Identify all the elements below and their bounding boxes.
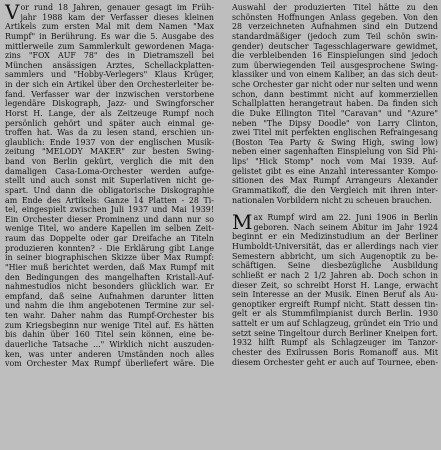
text-line-content: gender) deutscher Tagesschlagerware gewidmet, (232, 41, 438, 51)
text-line-content: schließt er nach 2 1/2 Jahren ab. Doch schon in (232, 270, 438, 280)
text-line (5, 99, 214, 109)
text-line (232, 42, 438, 52)
text-line-content: Horst H. Lange, der als Zeitzeuge Rumpf noch (5, 108, 214, 118)
text-line (232, 242, 438, 252)
text-line-content: ten wahr. Daher nahm das Rumpf-Orchester bis (5, 311, 214, 320)
text-line-content: troffen hat. Was da zu lesen stand, erschien un- (5, 128, 214, 138)
text-line-content: lips' "Hick Stomp" noch vom Mai 1939. Auf- (232, 157, 438, 166)
text-line-content: band von Berlin gekürt, verglich die mit den (5, 157, 214, 166)
paragraph-gap (232, 205, 438, 213)
text-line (5, 176, 214, 186)
text-line (5, 119, 214, 129)
text-line-content: Semestern abbricht, um sich Augenoptik zu be- (232, 251, 438, 261)
text-line-content: (Boston Tea Party & Swing High, swing low) (232, 137, 438, 147)
text-line-content: zum Kriegsbeginn nur wenige Titel auf. Es hätten (5, 320, 214, 330)
text-line (5, 321, 214, 331)
text-line (232, 329, 438, 339)
text-line-content: fand. Verfasser war der inzwischen verstorbene (5, 89, 214, 99)
text-line (232, 3, 438, 13)
text-line (5, 350, 214, 360)
text-line (5, 80, 214, 90)
text-line-content: Rumpf" in Berührung. Es war die 5. Ausgabe des (5, 31, 214, 41)
text-line (232, 232, 438, 242)
text-line (232, 319, 438, 329)
text-line (232, 109, 438, 119)
text-line (5, 196, 214, 206)
text-line-content: Humboldt-Universität, das er allerdings nach vier (232, 242, 438, 251)
text-line (5, 70, 214, 80)
text-line-content: setzt seine Tingeltour durch Berliner Kneipen fort. (232, 328, 438, 338)
text-line-content: bis dahin über 160 Titel sein können, eine be- (5, 330, 214, 340)
text-line-content: spart. Und dann die obligatorische Diskographie (5, 185, 214, 195)
text-line-content: neben einer sagenhaften Einspielung von Sid Phi- (232, 147, 438, 157)
text-line (232, 99, 438, 109)
text-line (20, 13, 214, 23)
text-line-content: sattelt er um auf Schlagzeug, gründet ein Trio und (232, 319, 438, 328)
text-line-content: zwei Titel mit perfekten englischen Refraingesang (232, 128, 438, 138)
text-line (5, 109, 214, 119)
text-line-content: zum überwiegenden Teil ausgesprochene Swing- (232, 60, 438, 70)
text-line (232, 147, 438, 157)
text-line (232, 80, 438, 90)
text-line-content: dauerliche Tatsache ..." Wirklich nicht auszuden- (5, 339, 214, 349)
text-line (5, 90, 214, 100)
text-line-content: geboren. Nach seinem Abitur im Jahr 1924 (253, 222, 438, 232)
text-line-content: Grammatikoff, die den Vergleich mit ihren inter- (232, 185, 438, 195)
text-line-content: und nahm die ihm angebotenen Termine zur sel- (5, 301, 214, 311)
text-line-content: sitionen des Max Rumpf Arrangeurs Alexander (232, 176, 438, 186)
text-line-content: München ansässigen Arztes, Schellackplatten- (5, 60, 214, 70)
text-line (232, 51, 438, 61)
text-line-content: klassiker und von einem Kaliber, an das sich deut- (232, 70, 438, 80)
text-line (5, 51, 214, 61)
text-line-content: jahr 1988 kam der Verfasser dieses kleinen (20, 12, 214, 22)
text-line (5, 215, 214, 225)
text-line-content: Artikels zum ersten Mal mit dem Namen "Max (5, 22, 214, 32)
text-line (253, 213, 438, 223)
text-line-content: genoptiker ergreift Rumpf nicht. Statt dessen tin- (232, 299, 438, 309)
text-line-content: diesem Orchester geht er auch auf Tournee, eben- (232, 357, 438, 367)
text-line (232, 348, 438, 358)
text-line-content: 28 verzeichneten Aufnahmen sind ein Dutzend (232, 22, 438, 32)
left-column (5, 0, 214, 369)
text-line-content: ken, was unter anderen Umständen noch alles (5, 349, 214, 359)
text-line (5, 32, 214, 42)
text-line-content: zins "FOX AUF 78" des in Dietramszell bei (5, 51, 214, 61)
text-line (232, 13, 438, 23)
text-line (5, 340, 214, 350)
text-line-content: schönsten Hoffnungen Anlass gegeben. Von den (232, 12, 438, 22)
drop-cap: M (232, 210, 253, 235)
text-line-content: den Bedingungen des mangelhaften Kristall-Auf- (5, 272, 214, 282)
text-line-content: tel, eingespielt zwischen Juli 1937 und Mai 1939! (5, 205, 214, 215)
text-line (5, 292, 214, 302)
text-line (232, 61, 438, 71)
text-line-content: nationalen Vorbildern nicht zu scheuen brauchen. (232, 195, 432, 205)
text-line (5, 244, 214, 254)
text-line (232, 32, 438, 42)
text-line-content: damaligen Casa-Loma-Orchester werden aufge- (5, 166, 214, 176)
text-line (232, 300, 438, 310)
text-line (232, 138, 438, 148)
drop-cap: V (5, 0, 20, 24)
text-line (5, 128, 214, 138)
text-line (232, 196, 438, 206)
text-line (5, 224, 214, 234)
text-line-content: empfand, daß seine Aufnahmen darunter litten (5, 291, 214, 301)
text-line (232, 167, 438, 177)
text-line-content: 1932 hilft Rumpf als Schlagzeuger im Tanzor- (232, 338, 438, 348)
text-line (5, 205, 214, 215)
text-line (5, 330, 214, 340)
text-line (5, 253, 214, 263)
text-line-content: die Duke Ellington Titel "Caravan" und "Azure" (232, 108, 438, 118)
text-line-content: schäftigen. Seine diesbezügliche Ausbildung (232, 261, 438, 271)
text-line (232, 157, 438, 167)
text-line-content: legendäre Diskograph, Jazz- und Swingforscher (5, 99, 214, 109)
text-line (5, 157, 214, 167)
text-line-content: wenige Titel, wo andere Kapellen im selben Zeit- (5, 224, 214, 234)
text-line-content: am Ende des Artikels: Ganze 14 Platten - 28 Ti- (5, 195, 214, 205)
text-line-content: nahmestudios nicht besonders glücklich war. Er (5, 282, 214, 292)
text-line-content: sein Interesse an der Musik. Einen Beruf als Au- (232, 290, 438, 300)
text-line-content: in seiner biographischen Skizze über Max Rumpf: (5, 253, 214, 263)
text-line (5, 301, 214, 311)
text-line (232, 22, 438, 32)
text-line-content: persönlich gehört und später auch einmal ge- (5, 118, 214, 128)
text-line (5, 311, 214, 321)
text-line (232, 338, 438, 348)
text-line-content: Auswahl der produzierten Titel hätte zu den (232, 3, 438, 12)
text-line-content: in der sich ein Artikel über den Orchesterleiter be- (5, 80, 214, 89)
text-line-content: "Hier muß berichtet werden, daß Max Rumpf mit (5, 262, 214, 272)
right-column (232, 3, 438, 367)
text-line (232, 261, 438, 271)
text-line (232, 252, 438, 262)
text-line (232, 271, 438, 281)
text-line (5, 282, 214, 292)
text-line-content: vom Orchester Max Rumpf überliefert wäre. Die (5, 359, 214, 369)
text-line (5, 138, 214, 148)
text-line (232, 90, 438, 100)
text-line-content: zeitung "MELODY MAKER" zur besten Swing- (5, 147, 214, 157)
text-line-content: glaublich: Ende 1937 von der englischen Musik- (5, 137, 214, 147)
text-line (5, 61, 214, 71)
text-line-content: chester des Exilrussen Boris Romanoff aus. Mit (232, 347, 438, 357)
text-line-content: neben "The Dipsy Doodle" von Larry Clinton, (232, 118, 438, 128)
text-line-content: standardmäßiger (jedoch zum Teil schön swin- (232, 31, 438, 41)
text-line-content: gelistet gibt es eine Anzahl interessanter Kompo- (232, 166, 438, 176)
text-line-content: die verbleibenden 16 Einspielungen sind jedoch (232, 51, 438, 61)
text-line (5, 186, 214, 196)
text-line (20, 3, 214, 13)
text-line-content: dieser Zeit, so schreibt Horst H. Lange, erwacht (232, 280, 438, 290)
text-line (5, 22, 214, 32)
text-line-content: Schallplatten herangetraut haben. Da finden sich (232, 99, 438, 109)
text-line-content: sche Orchester gar nicht oder nur selten und wenn (232, 80, 438, 89)
text-line (232, 290, 438, 300)
text-line-content: ax Rumpf wird am 22. Juni 1906 in Berlin (253, 213, 438, 223)
text-line-content: beginnt er ein Medizinstudium an der Berliner (232, 232, 438, 242)
text-line (5, 273, 214, 283)
text-line (5, 263, 214, 273)
text-line-content: sammlers und "Hobby-Verlegers" Klaus Krüger, (5, 70, 214, 80)
text-line (5, 234, 214, 244)
text-line (232, 70, 438, 80)
text-line (232, 309, 438, 319)
text-line-content: Ein Orchester dieser Prominenz und dann nur so (5, 214, 214, 224)
text-line-content: schon, dann bestimmt nicht auf kommerziellen (232, 89, 438, 99)
text-line (253, 223, 438, 233)
text-line-content: stellt und auch sonst mit Superlativen nicht ge- (5, 176, 214, 186)
text-line-content: gelt er als Stummfilmpianist durch Berlin. 1930 (232, 309, 438, 319)
text-line (5, 147, 214, 157)
text-line (5, 42, 214, 52)
text-line (232, 176, 438, 186)
text-line (232, 128, 438, 138)
text-line (5, 167, 214, 177)
text-line (232, 119, 438, 129)
text-line-content: or rund 18 Jahren, genauer gesagt im Früh- (20, 3, 214, 12)
text-line-content: produzieren konnten? - Die Erklärung gibt Lange (5, 243, 214, 253)
text-line (232, 358, 438, 368)
text-line-content: raum das Doppelte oder gar Dreifache an Titeln (5, 234, 214, 243)
text-line (232, 186, 438, 196)
text-line (5, 359, 214, 369)
text-line-content: mittlerweile zum Sammlerkult gewordenen Maga- (5, 41, 214, 51)
text-line (232, 281, 438, 291)
